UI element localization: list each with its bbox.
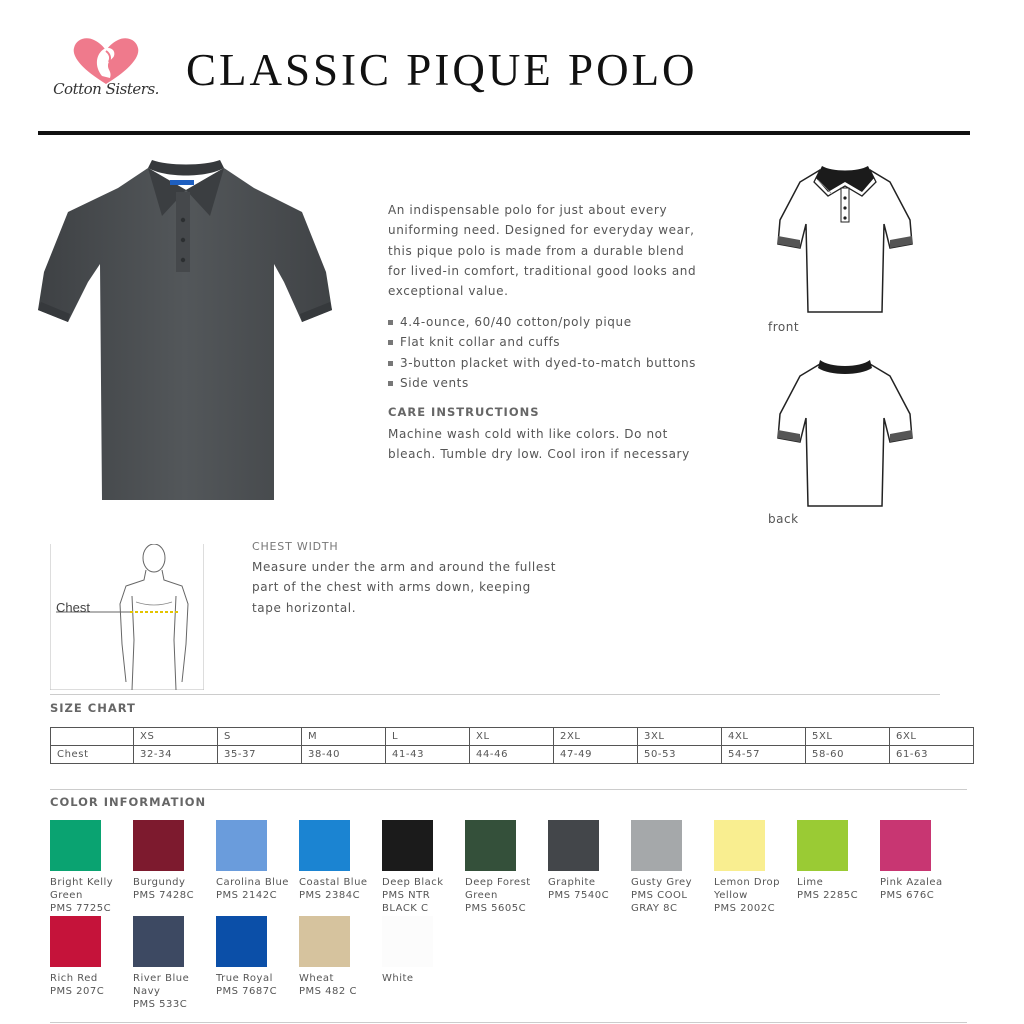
color-name: Wheat: [299, 973, 334, 984]
chest-width-text: Measure under the arm and around the fullest part of the chest with arms down, keeping tape horizontal.: [252, 560, 557, 615]
color-name: Coastal Blue: [299, 877, 368, 888]
chest-cell: 47-49: [554, 746, 638, 764]
color-name: River Blue Navy: [133, 973, 190, 997]
color-name: Burgundy: [133, 877, 186, 888]
color-chip: [465, 820, 516, 871]
color-chip: [133, 916, 184, 967]
color-chip: [548, 820, 599, 871]
chest-cell: 50-53: [638, 746, 722, 764]
color-info-heading: COLOR INFORMATION: [50, 795, 207, 809]
color-pms: PMS 533C: [133, 999, 188, 1010]
color-chip: [216, 820, 267, 871]
size-cell: 4XL: [722, 728, 806, 746]
color-swatch: [465, 820, 548, 915]
size-cell: S: [218, 728, 302, 746]
chest-cell: 32-34: [134, 746, 218, 764]
color-swatch: [631, 820, 714, 915]
color-pms: PMS 7725C: [50, 903, 112, 914]
color-swatch: [797, 820, 880, 902]
size-chart-heading: SIZE CHART: [50, 701, 136, 715]
feature-item: 3-button placket with dyed-to-match buttons: [388, 353, 708, 373]
section-divider: [50, 1022, 967, 1023]
color-chip: [382, 820, 433, 871]
color-swatch: [50, 820, 133, 915]
heart-logo-icon: [50, 36, 162, 86]
polo-product-image: [38, 160, 334, 506]
brand-logo: [50, 36, 162, 110]
color-swatch: [382, 916, 465, 985]
color-pms: PMS 5605C: [465, 903, 527, 914]
color-swatch: [133, 916, 216, 1011]
color-chip: [631, 820, 682, 871]
color-chip: [133, 820, 184, 871]
color-swatch: [299, 916, 382, 998]
color-name: Deep Black: [382, 877, 444, 888]
color-swatch: [216, 916, 299, 998]
color-pms: PMS 7540C: [548, 890, 610, 901]
front-sketch-image: [770, 160, 920, 320]
product-description: An indispensable polo for just about every uniforming need. Designed for everyday wear, this pique polo is made from a durable blend for lived-in comfort, traditional good looks and exceptional value.: [388, 203, 697, 299]
color-chip: [50, 820, 101, 871]
color-chip: [299, 820, 350, 871]
title-divider: [38, 131, 970, 135]
color-swatch: [133, 820, 216, 902]
chest-cell: 61-63: [890, 746, 974, 764]
color-chip: [797, 820, 848, 871]
chest-cell: 41-43: [386, 746, 470, 764]
chest-cell: 38-40: [302, 746, 386, 764]
color-swatch: [382, 820, 465, 915]
color-pms: PMS 676C: [880, 890, 935, 901]
chest-cell: 58-60: [806, 746, 890, 764]
color-pms: PMS 482 C: [299, 986, 357, 997]
back-label: back: [768, 512, 799, 526]
size-corner-cell: [51, 728, 134, 746]
color-name: Graphite: [548, 877, 596, 888]
color-pms: PMS 2384C: [299, 890, 361, 901]
color-chip: [50, 916, 101, 967]
front-label: front: [768, 320, 800, 334]
section-divider: [50, 694, 940, 695]
color-pms: PMS 207C: [50, 986, 105, 997]
figure-chest-label: Chest: [56, 600, 90, 615]
size-header-row: [51, 728, 974, 746]
size-cell: L: [386, 728, 470, 746]
color-chip: [382, 916, 433, 967]
chest-cell: 54-57: [722, 746, 806, 764]
back-sketch-image: [770, 354, 920, 514]
color-pms: PMS 2002C: [714, 903, 776, 914]
care-text: Machine wash cold with like colors. Do not bleach. Tumble dry low. Cool iron if necessary: [388, 427, 690, 462]
color-name: Deep Forest Green: [465, 877, 531, 901]
color-name: Rich Red: [50, 973, 98, 984]
color-swatch: [50, 916, 133, 998]
color-swatch: [548, 820, 631, 902]
size-cell: M: [302, 728, 386, 746]
feature-item: 4.4-ounce, 60/40 cotton/poly pique: [388, 312, 708, 332]
size-cell: 2XL: [554, 728, 638, 746]
color-name: White: [382, 973, 414, 984]
brand-name: Cotton Sisters.: [53, 80, 159, 98]
page-title: CLASSIC PIQUE POLO: [186, 45, 698, 95]
color-name: Lemon Drop Yellow: [714, 877, 780, 901]
feature-list: [388, 312, 708, 393]
size-cell: 3XL: [638, 728, 722, 746]
chest-cell: 44-46: [470, 746, 554, 764]
color-chip: [216, 916, 267, 967]
color-name: Gusty Grey: [631, 877, 693, 888]
size-cell: 5XL: [806, 728, 890, 746]
row-label: Chest: [51, 746, 134, 764]
size-cell: 6XL: [890, 728, 974, 746]
color-swatch: [880, 820, 963, 902]
color-name: Lime: [797, 877, 824, 888]
color-pms: PMS NTR BLACK C: [382, 890, 431, 914]
color-pms: PMS 7428C: [133, 890, 195, 901]
size-chart-table: [50, 727, 974, 764]
color-name: True Royal: [216, 973, 273, 984]
chest-measure-figure: [50, 544, 204, 690]
size-cell: XS: [134, 728, 218, 746]
color-name: Carolina Blue: [216, 877, 289, 888]
chest-width-heading: CHEST WIDTH: [252, 540, 339, 553]
color-pms: PMS COOL GRAY 8C: [631, 890, 688, 914]
color-pms: PMS 7687C: [216, 986, 278, 997]
color-name: Bright Kelly Green: [50, 877, 114, 901]
color-name: Pink Azalea: [880, 877, 943, 888]
chest-row: [51, 746, 974, 764]
size-cell: XL: [470, 728, 554, 746]
color-swatch: [714, 820, 797, 915]
chest-cell: 35-37: [218, 746, 302, 764]
color-chip: [299, 916, 350, 967]
color-chip: [714, 820, 765, 871]
feature-item: Flat knit collar and cuffs: [388, 332, 708, 352]
section-divider: [50, 789, 967, 790]
color-swatch: [216, 820, 299, 902]
color-pms: PMS 2285C: [797, 890, 859, 901]
color-pms: PMS 2142C: [216, 890, 278, 901]
care-heading: CARE INSTRUCTIONS: [388, 405, 540, 419]
color-chip: [880, 820, 931, 871]
feature-item: Side vents: [388, 373, 708, 393]
color-swatch: [299, 820, 382, 902]
